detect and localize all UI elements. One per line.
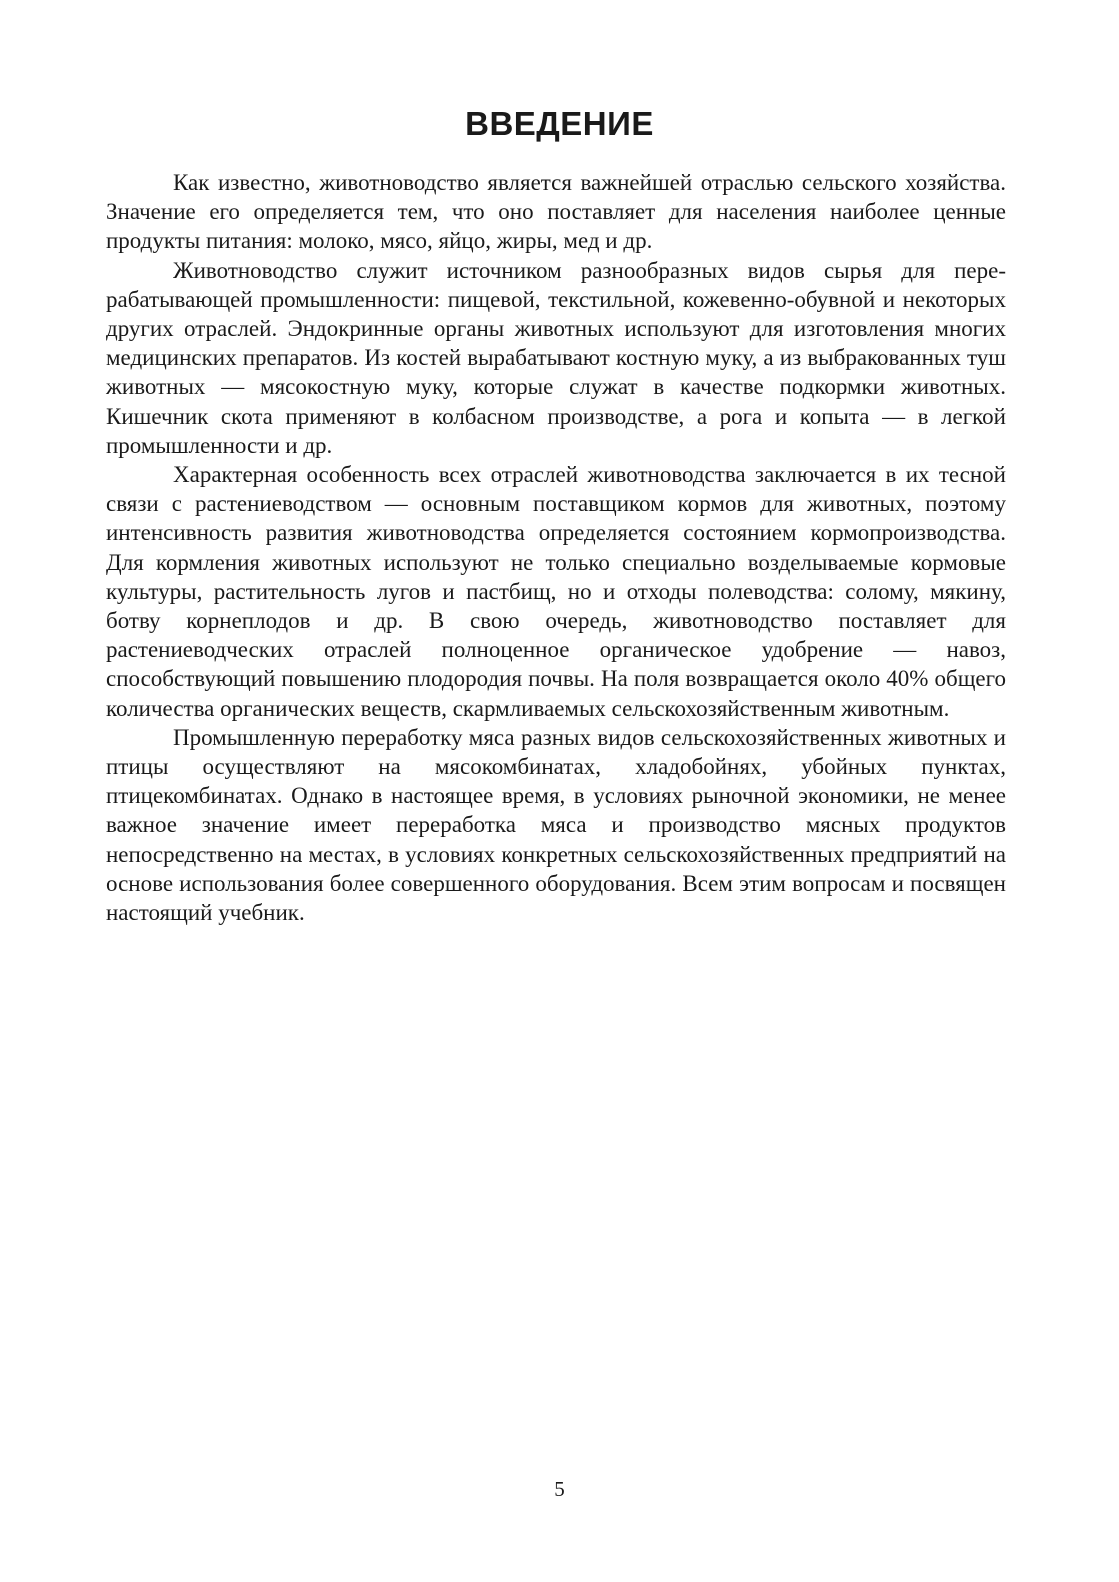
paragraph-3: Характерная особенность всех отраслей животноводства заключается в их тесной связи с растениеводством — основным поставщиком кормов для животных, поэтому интенсивность развития животноводства определяется состоянием кормопроизводства. Для кормления животных используют не только специально возделываемые кормовые культуры, растительность лугов и пастбищ, но и отходы полеводства: солому, мякину, ботву корнеплодов и др. В свою очередь, животноводство поставляет для растениеводческих отраслей полноценное органическое удобрение — навоз, способствующий повышению плодородия почвы. На поля возвращается около 40% общего количества органических веществ, скармливаемых сельскохозяйственным животным.: [106, 462, 1006, 721]
paragraph-4: Промышленную переработку мяса разных видов сельскохозяйственных животных и птицы осуществляют на мясокомбинатах, хладобойнях, убойных пунктах, птицекомбинатах. Однако в настоящее время, в условиях рыночной экономики, не менее важное значение имеет переработка мяса и производство мясных продуктов непосредственно на местах, в условиях конкретных сельскохозяйственных предприятий на основе использования более совершенного оборудования. Всем этим вопросам и посвящен настоящий учебник.: [106, 724, 1006, 926]
page-title: ВВЕДЕНИЕ: [465, 105, 654, 142]
body-text: [106, 168, 1006, 927]
paragraph-2: Животноводство служит источником разнообразных видов сырья для перерабатывающей промышленности: пищевой, текстильной, кожевенно-обувной и некоторых других отраслей. Эндокринные органы животных используют для изготовления многих медицинских препаратов. Из костей вырабатывают костную муку, а из выбракованных туш животных — мясокостную муку, которые служат в качестве подкормки животных. Кишечник скота применяют в колбасном производстве, а рога и копыта — в легкой промышленности и др.: [106, 257, 1006, 458]
paragraph-1: Как известно, животноводство является важнейшей отраслью сельского хозяйства. Значение его определяется тем, что оно поставляет для населения наиболее ценные продукты питания: молоко, мясо, яйцо, жиры, мед и др.: [106, 170, 1006, 254]
page-number: 5: [554, 1477, 565, 1501]
